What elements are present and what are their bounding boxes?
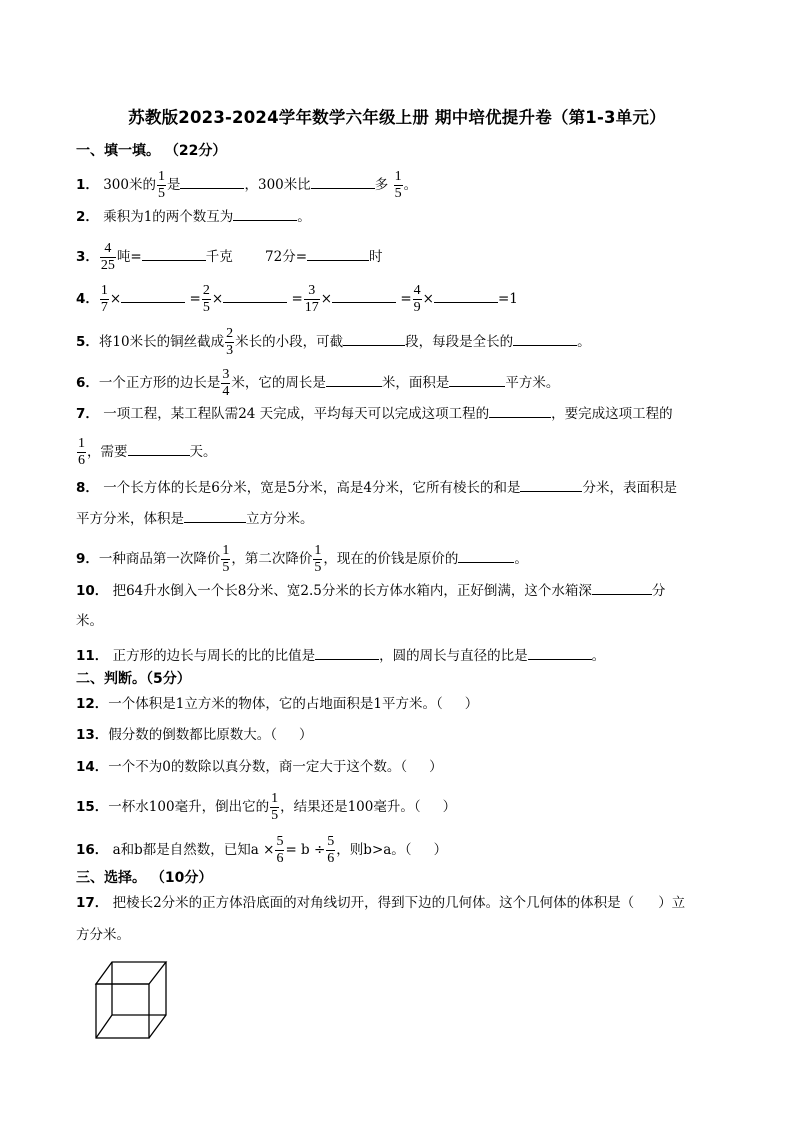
question-text: 段，每段是全长的 [405,334,514,350]
question-text: 假分数的倒数都比原数大。（ [108,727,278,743]
question-text: 一个正方形的边长是 [98,375,221,391]
question-5 [76,327,591,358]
question-8-line-1 [76,477,677,498]
question-text: 将10米长的铜丝截成 [98,334,225,350]
question-16 [76,835,447,866]
fraction: $\frac{4}{25}$ [100,241,115,273]
question-text: 千克 [205,249,233,265]
prism-top-face [96,962,166,984]
question-text: 一项工程，某工程队需24 天完成，平均每天可以完成这项工程的 [103,406,490,422]
fraction: $\frac{1}{5}$ [271,791,279,823]
question-number: 6． [76,375,99,391]
question-text: 把64升水倒入一个长8分米、宽2.5分米的长方体水箱内，正好倒满，这个水箱深 [112,583,592,599]
question-2 [76,206,311,227]
question-text: 乘积为1的两个数互为 [103,209,234,225]
page-title: 苏教版2023-2024学年数学六年级上册 期中培优提升卷（第1-3单元） [128,108,666,127]
answer-blank[interactable] [233,206,297,221]
answer-blank[interactable] [458,548,514,563]
question-number: 1． [76,177,99,193]
question-text: ，需要 [87,444,128,460]
question-9 [76,544,528,575]
question-text: 一杯水100毫升，倒出它的 [108,799,270,815]
question-text: 72分= [265,249,308,265]
fraction: $\frac{1}{5}$ [222,543,230,575]
question-text: ，300米比 [244,177,311,193]
fraction: $\frac{5}{6}$ [327,834,335,866]
question-number: 7． [76,406,99,422]
answer-blank[interactable] [326,372,382,387]
question-12 [76,694,478,714]
question-number: 14． [76,759,109,775]
question-number: 10． [76,583,109,599]
question-text: ，第二次降价 [231,551,313,567]
question-text: 。 [591,648,606,664]
answer-blank[interactable] [311,174,375,189]
question-number: 15． [76,799,109,815]
question-text: 立方分米。 [246,511,314,527]
question-text: 一个长方体的长是6分米，宽是5分米，高是4分米，它所有棱长的和是 [103,480,521,496]
question-text: 一个体积是1立方米的物体，它的占地面积是1平方米。（ [108,696,443,712]
question-text: 。 [514,551,528,567]
fraction: $\frac{3}{17}$ [304,283,319,315]
question-number: 11． [76,648,109,664]
question-3 [76,242,383,273]
answer-blank[interactable] [315,645,379,660]
question-number: 17． [76,895,109,911]
question-text: 。 [577,334,591,350]
question-text: ） [442,799,457,815]
answer-blank[interactable] [332,288,396,303]
question-17-line-1 [76,893,685,913]
question-13 [76,725,313,745]
question-text: = b ÷ [285,842,326,858]
section-heading-judge: 二、判断。（5分） [76,671,191,687]
section-heading-choice: 三、选择。 （10分） [76,870,213,886]
question-text: ） [299,727,313,743]
question-text: 分 [651,583,666,599]
answer-blank[interactable] [434,288,498,303]
question-text: 300米的 [103,177,156,193]
question-15 [76,792,456,823]
question-number: 12． [76,696,109,712]
question-number: 16． [76,842,109,858]
question-text: 是 [166,177,181,193]
question-10-line-2 [76,611,103,631]
answer-blank[interactable] [142,246,206,261]
question-number: 5． [76,334,99,350]
question-text: ，圆的周长与直径的比是 [379,648,528,664]
question-text: 米长的小段，可截 [235,334,344,350]
question-number: 3． [76,249,99,265]
fraction: $\frac{1}{7}$ [100,283,108,315]
question-1 [76,170,417,201]
question-text: 方分米。 [76,927,130,943]
question-text: 。 [297,209,311,225]
answer-blank[interactable] [528,645,592,660]
answer-blank[interactable] [513,331,577,346]
question-text: ） [433,842,448,858]
fraction: $\frac{1}{5}$ [157,169,165,201]
answer-blank[interactable] [184,508,246,523]
question-text: 米，它的周长是 [231,375,326,391]
fraction: $\frac{1}{5}$ [394,169,402,201]
question-8-line-2 [76,508,314,529]
fraction: $\frac{2}{3}$ [226,326,234,358]
question-text: ，现在的价钱是原价的 [323,551,459,567]
question-text: 正方形的边长与周长的比的比值是 [112,648,316,664]
question-14 [76,757,443,777]
question-7-line-1 [76,403,673,424]
question-text: 多 [374,177,389,193]
question-text: 平方米。 [505,375,560,391]
question-number: 8． [76,480,99,496]
answer-blank[interactable] [449,372,505,387]
answer-blank[interactable] [307,246,369,261]
question-10-line-1 [76,580,665,601]
question-text: 把棱长2分米的正方体沿底面的对角线切开，得到下边的几何体。这个几何体的体积是（ [112,895,635,911]
question-7-line-2 [76,437,217,468]
question-6 [76,368,559,399]
question-number: 4． [76,291,99,307]
question-text: 时 [369,249,383,265]
answer-blank[interactable] [592,580,652,595]
question-text: 米，面积是 [381,375,450,391]
answer-blank[interactable] [128,441,190,456]
question-text: ）立 [658,895,686,911]
question-text: a和b都是自然数，已知a × [112,842,275,858]
question-text: 米。 [76,613,103,629]
triangular-prism-figure [90,958,176,1044]
question-text: 一种商品第一次降价 [98,551,221,567]
question-text: 一个不为0的数除以真分数，商一定大于这个数。（ [108,759,408,775]
question-17-line-2 [76,925,130,945]
question-11 [76,645,605,666]
answer-blank[interactable] [520,477,582,492]
question-number: 9． [76,551,99,567]
question-text: 平方分米，体积是 [76,511,184,527]
prism-front-face [96,984,149,1038]
question-number: 13． [76,727,109,743]
question-text: ） [429,759,443,775]
fraction: $\frac{3}{4}$ [222,367,230,399]
question-text: 吨= [116,249,142,265]
question-text: ，则b>a。（ [336,842,412,858]
question-text: 分米，表面积是 [582,480,677,496]
section-heading-fill: 一、填一填。 （22分） [76,143,227,159]
answer-blank[interactable] [489,403,551,418]
answer-blank[interactable] [121,288,185,303]
question-text: ，要完成这项工程的 [551,406,673,422]
question-text: 。 [403,177,418,193]
fraction: $\frac{1}{6}$ [78,436,85,468]
question-number: 2． [76,209,99,225]
answer-blank[interactable] [343,331,405,346]
fraction: $\frac{1}{5}$ [314,543,322,575]
answer-blank[interactable] [180,174,244,189]
question-4: 4． $\frac{1}{7}$ × = $\frac{2}{5}$ × = $\frac{3}{17}$ × = $\frac{4}{9}$ × =1 [76,283,518,315]
fraction: $\frac{4}{9}$ [413,283,421,315]
question-text: ） [464,696,479,712]
question-text: 天。 [189,444,217,460]
fraction: $\frac{5}{6}$ [276,834,284,866]
question-text: ，结果还是100毫升。（ [280,799,421,815]
answer-blank[interactable] [223,288,287,303]
fraction: $\frac{2}{5}$ [202,283,210,315]
